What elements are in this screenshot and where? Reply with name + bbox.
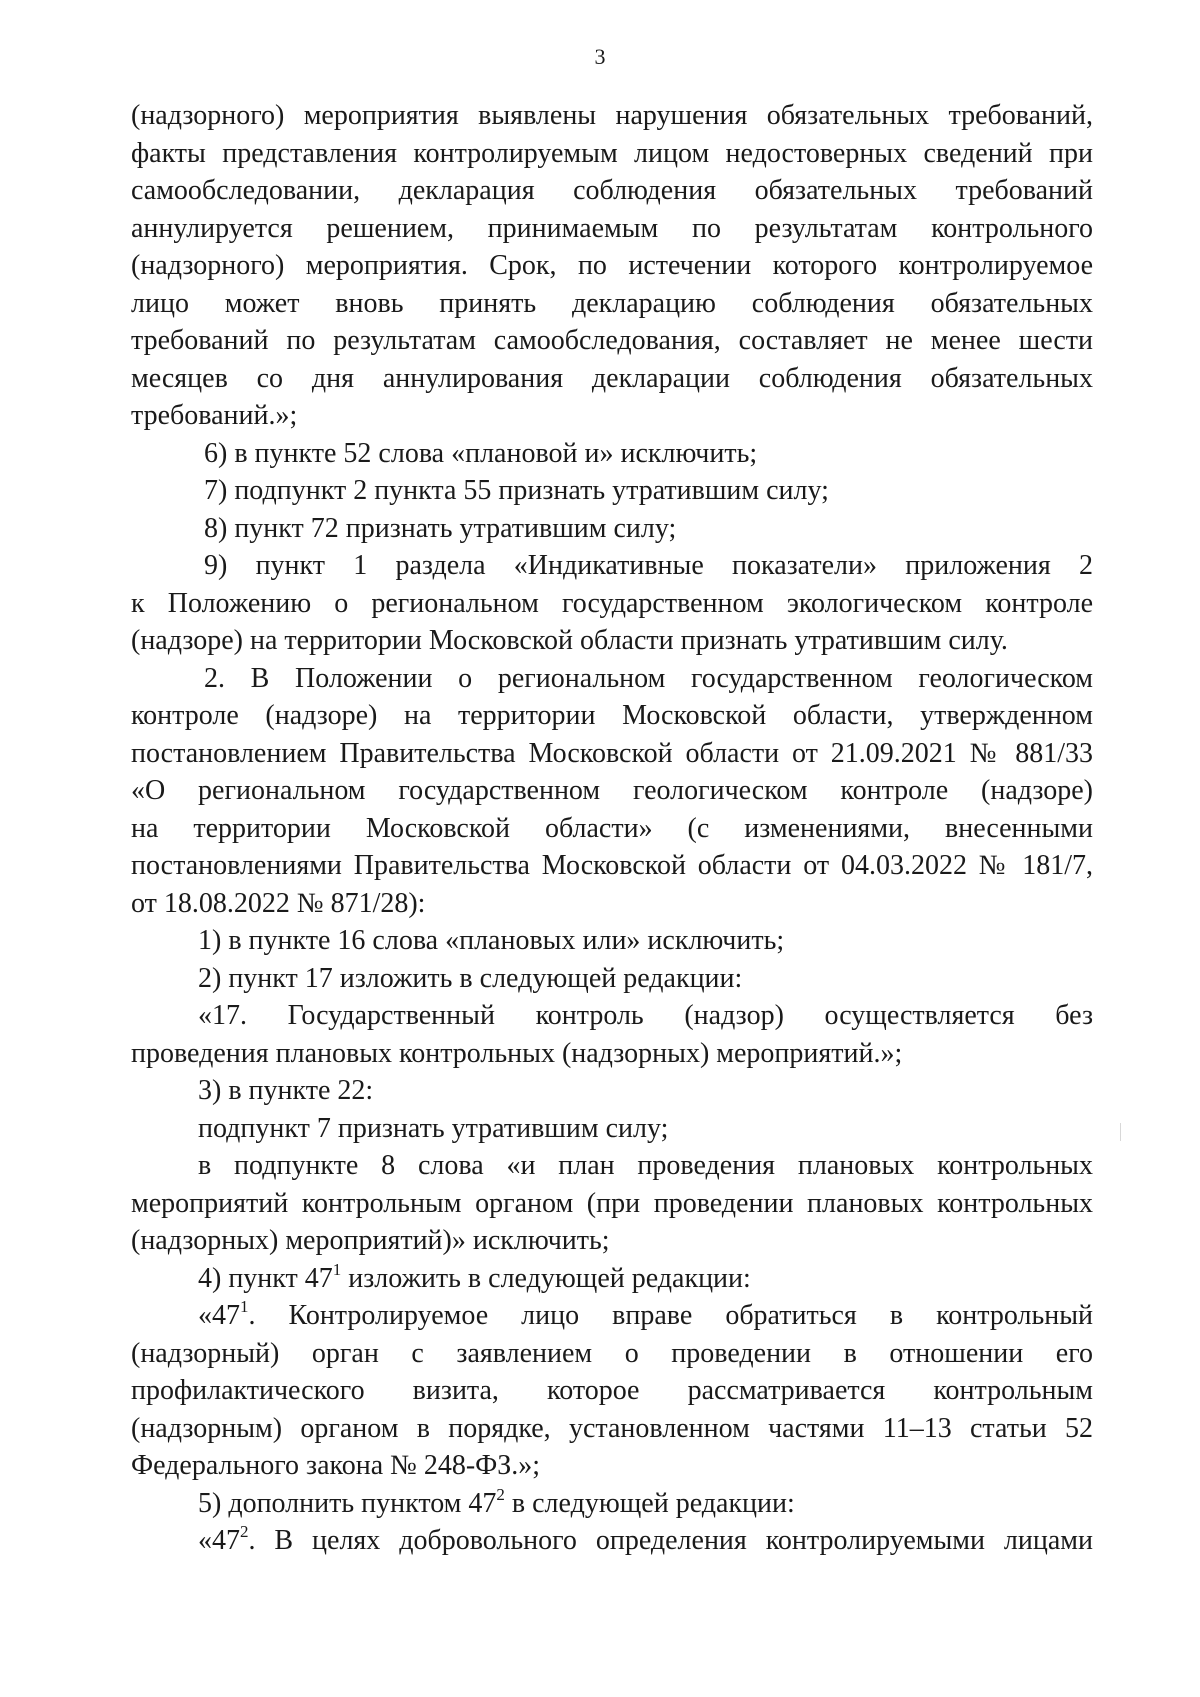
text-run: 5) дополнить пунктом 47: [198, 1487, 497, 1519]
quoted-paragraph: [131, 1522, 1093, 1560]
list-item: 3) в пункте 22:: [198, 1075, 374, 1106]
text-line: Федерального закона № 248-ФЗ.»;: [131, 1450, 541, 1481]
text-line: (надзорный) орган с заявлением о проведении в отношении его: [131, 1337, 1093, 1369]
superscript: 2: [240, 1522, 249, 1541]
text-line: (надзоре) на территории Московской области признать утратившим силу.: [131, 625, 1008, 656]
text-line: постановлениями Правительства Московской области от 04.03.2022 № 181/7,: [131, 850, 1093, 881]
text-line: на территории Московской области» (с изменениями, внесенными: [131, 812, 1093, 844]
quoted-paragraph: «17. Государственный контроль (надзор) осуществляется без: [198, 1000, 1093, 1031]
text-line: требований.»;: [131, 400, 298, 431]
list-item: 9) пункт 1 раздела «Индикативные показатели» приложения 2: [204, 550, 1093, 581]
text-line: к Положению о региональном государственном экологическом контроле: [131, 587, 1093, 619]
scan-margin-mark: [1120, 1123, 1121, 1141]
text-line: лицо может вновь принять декларацию соблюдения обязательных: [131, 287, 1093, 319]
text-line: месяцев со дня аннулирования декларации соблюдения обязательных: [131, 362, 1093, 394]
list-item: 8) пункт 72 признать утратившим силу;: [204, 512, 677, 544]
superscript: 1: [332, 1259, 342, 1279]
text-line: (надзорного) мероприятия выявлены нарушения обязательных требований,: [131, 100, 1093, 131]
text-run: в следующей редакции:: [504, 1487, 795, 1519]
text-line: проведения плановых контрольных (надзорных) мероприятий.»;: [131, 1037, 903, 1069]
document-body: [131, 97, 1093, 1560]
text-line: от 18.08.2022 № 871/28):: [131, 887, 426, 919]
list-item: [131, 1260, 1093, 1298]
text-line: (надзорным) органом в порядке, установленном частями 11–13 статьи 52: [131, 1412, 1093, 1444]
text-line: факты представления контролируемым лицом недостоверных сведений при: [131, 137, 1093, 169]
superscript: 2: [496, 1484, 505, 1504]
text-run: . Контролируемое лицо вправе обратиться в контрольный: [248, 1300, 1093, 1331]
list-item: 6) в пункте 52 слова «плановой и» исключить;: [204, 437, 758, 469]
superscript: 1: [240, 1297, 249, 1316]
text-line: самообследовании, декларация соблюдения обязательных требований: [131, 175, 1093, 206]
text-line: «О региональном государственном геологическом контроле (надзоре): [131, 775, 1093, 806]
text-line: мероприятий контрольным органом (при проведении плановых контрольных: [131, 1187, 1093, 1219]
text-run: «47: [198, 1525, 240, 1556]
text-line: (надзорных) мероприятий)» исключить;: [131, 1225, 610, 1256]
text-line: постановлением Правительства Московской области от 21.09.2021 № 881/33: [131, 737, 1093, 769]
text-line: в подпункте 8 слова «и план проведения плановых контрольных: [198, 1150, 1093, 1181]
section-paragraph: 2. В Положении о региональном государственном геологическом: [204, 662, 1093, 694]
text-line: контроле (надзоре) на территории Московской области, утвержденном: [131, 700, 1093, 731]
list-item: [131, 1485, 1093, 1523]
list-item: 1) в пункте 16 слова «плановых или» исключить;: [198, 925, 785, 956]
text-run: изложить в следующей редакции:: [341, 1262, 751, 1294]
text-line: требований по результатам самообследования, составляет не менее шести: [131, 325, 1093, 356]
text-line: аннулируется решением, принимаемым по результатам контрольного: [131, 212, 1093, 244]
page-number: 3: [594, 44, 606, 69]
text-run: 4) пункт 47: [198, 1262, 333, 1294]
text-run: «47: [198, 1300, 240, 1331]
list-item: 2) пункт 17 изложить в следующей редакции:: [198, 962, 743, 994]
text-line: подпункт 7 признать утратившим силу;: [198, 1112, 669, 1144]
text-run: . В целях добровольного определения контролируемыми лицами: [248, 1525, 1093, 1556]
quoted-paragraph: [131, 1297, 1093, 1335]
list-item: 7) подпункт 2 пункта 55 признать утратившим силу;: [204, 475, 829, 506]
text-line: профилактического визита, которое рассматривается контрольным: [131, 1375, 1093, 1406]
text-line: (надзорного) мероприятия. Срок, по истечении которого контролируемое: [131, 250, 1093, 281]
